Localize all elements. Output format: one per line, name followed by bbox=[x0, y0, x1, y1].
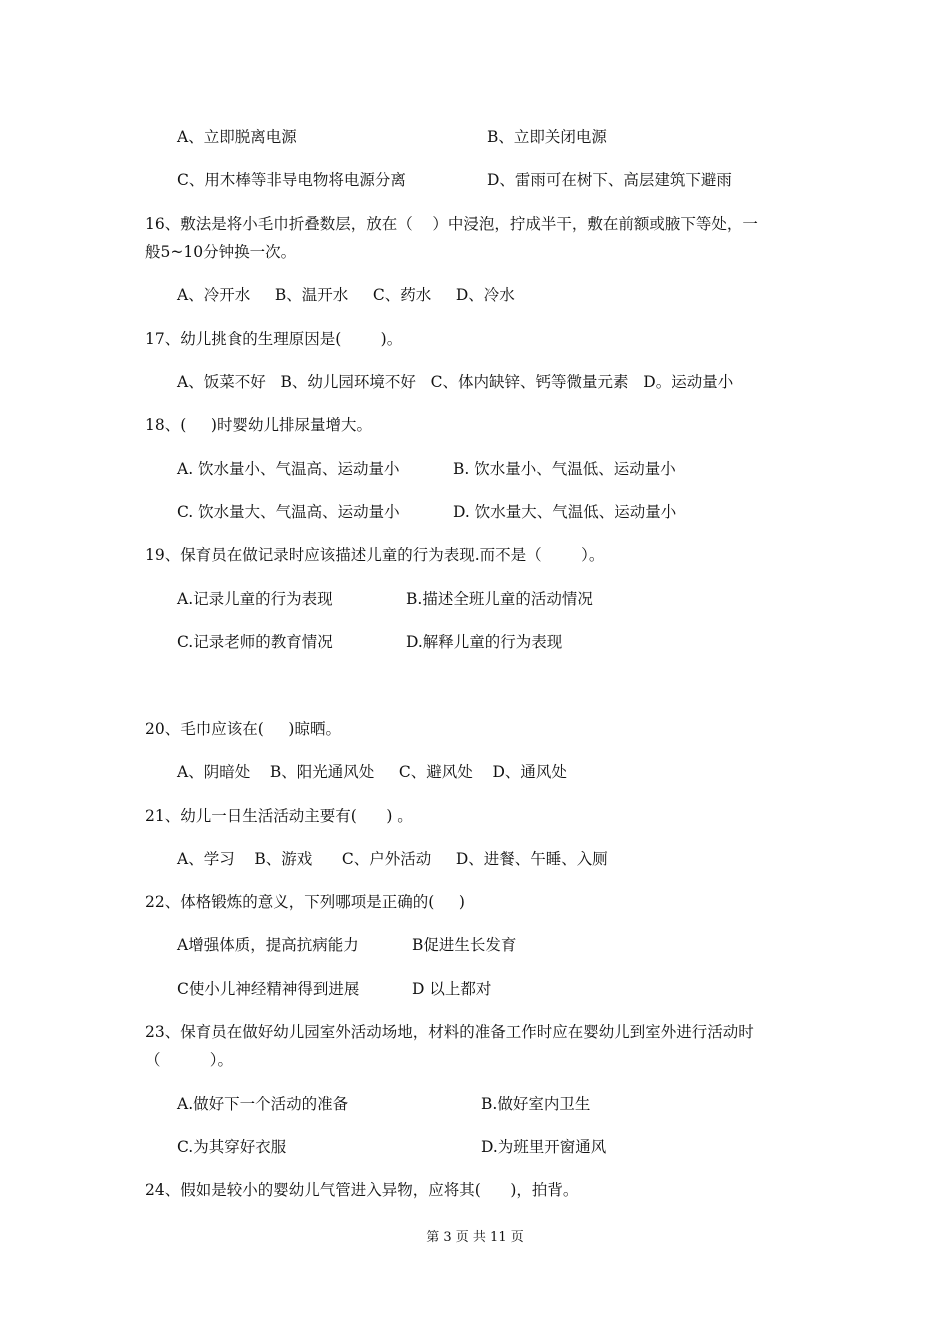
q21-options: A、学习 B、游戏 C、户外活动 D、进餐、午睡、入厕 bbox=[177, 850, 608, 868]
q20-options: A、阴暗处 B、阳光通风处 C、避风处 D、通风处 bbox=[177, 763, 567, 781]
q22-option-b: B促进生长发育 bbox=[412, 936, 517, 954]
q23-option-c: C.为其穿好衣服 bbox=[177, 1138, 287, 1156]
q18-option-b: B. 饮水量小、气温低、运动量小 bbox=[453, 460, 676, 478]
q15-option-d: D、雷雨可在树下、高层建筑下避雨 bbox=[487, 171, 732, 189]
q15-option-a: A、立即脱离电源 bbox=[177, 128, 297, 146]
q17-options: A、饭菜不好 B、幼儿园环境不好 C、体内缺锌、钙等微量元素 D。运动量小 bbox=[177, 373, 734, 391]
q19-option-a: A.记录儿童的行为表现 bbox=[177, 590, 333, 608]
q18-option-c: C. 饮水量大、气温高、运动量小 bbox=[177, 503, 400, 521]
q18-stem: 18、( )时婴幼儿排尿量增大。 bbox=[145, 416, 372, 434]
q22-stem: 22、体格锻炼的意义，下列哪项是正确的( ) bbox=[145, 893, 465, 911]
q22-option-a: A增强体质，提高抗病能力 bbox=[177, 936, 359, 954]
q15-option-c: C、用木棒等非导电物将电源分离 bbox=[177, 171, 406, 189]
q21-stem: 21、幼儿一日生活活动主要有( ) 。 bbox=[145, 807, 413, 825]
q22-option-c: C使小儿神经精神得到进展 bbox=[177, 980, 360, 998]
q23-option-a: A.做好下一个活动的准备 bbox=[177, 1095, 349, 1113]
q18-option-d: D. 饮水量大、气温低、运动量小 bbox=[453, 503, 677, 521]
q23-option-d: D.为班里开窗通风 bbox=[481, 1138, 607, 1156]
page-number-footer: 第 3 页 共 11 页 bbox=[426, 1230, 524, 1245]
q23-stem-line2: （ ）。 bbox=[145, 1051, 234, 1069]
q16-stem-line2: 般5~10分钟换一次。 bbox=[145, 243, 297, 261]
q24-stem: 24、假如是较小的婴幼儿气管进入异物，应将其( )，拍背。 bbox=[145, 1181, 579, 1199]
q23-option-b: B.做好室内卫生 bbox=[481, 1095, 591, 1113]
q19-option-b: B.描述全班儿童的活动情况 bbox=[406, 590, 593, 608]
q16-stem-line1: 16、敷法是将小毛巾折叠数层，放在（ ）中浸泡，拧成半干，敷在前额或腋下等处，一 bbox=[145, 215, 758, 233]
q23-stem-line1: 23、保育员在做好幼儿园室外活动场地，材料的准备工作时应在婴幼儿到室外进行活动时 bbox=[145, 1023, 754, 1041]
q17-stem: 17、幼儿挑食的生理原因是( )。 bbox=[145, 330, 403, 348]
q19-option-d: D.解释儿童的行为表现 bbox=[406, 633, 563, 651]
q20-stem: 20、毛巾应该在( )晾晒。 bbox=[145, 720, 341, 738]
q16-options: A、冷开水 B、温开水 C、药水 D、冷水 bbox=[177, 286, 515, 304]
q18-option-a: A. 饮水量小、气温高、运动量小 bbox=[177, 460, 400, 478]
q15-option-b: B、立即关闭电源 bbox=[487, 128, 607, 146]
q22-option-d: D 以上都对 bbox=[412, 980, 492, 998]
q19-option-c: C.记录老师的教育情况 bbox=[177, 633, 333, 651]
q19-stem: 19、保育员在做记录时应该描述儿童的行为表现.而不是（ ）。 bbox=[145, 546, 605, 564]
